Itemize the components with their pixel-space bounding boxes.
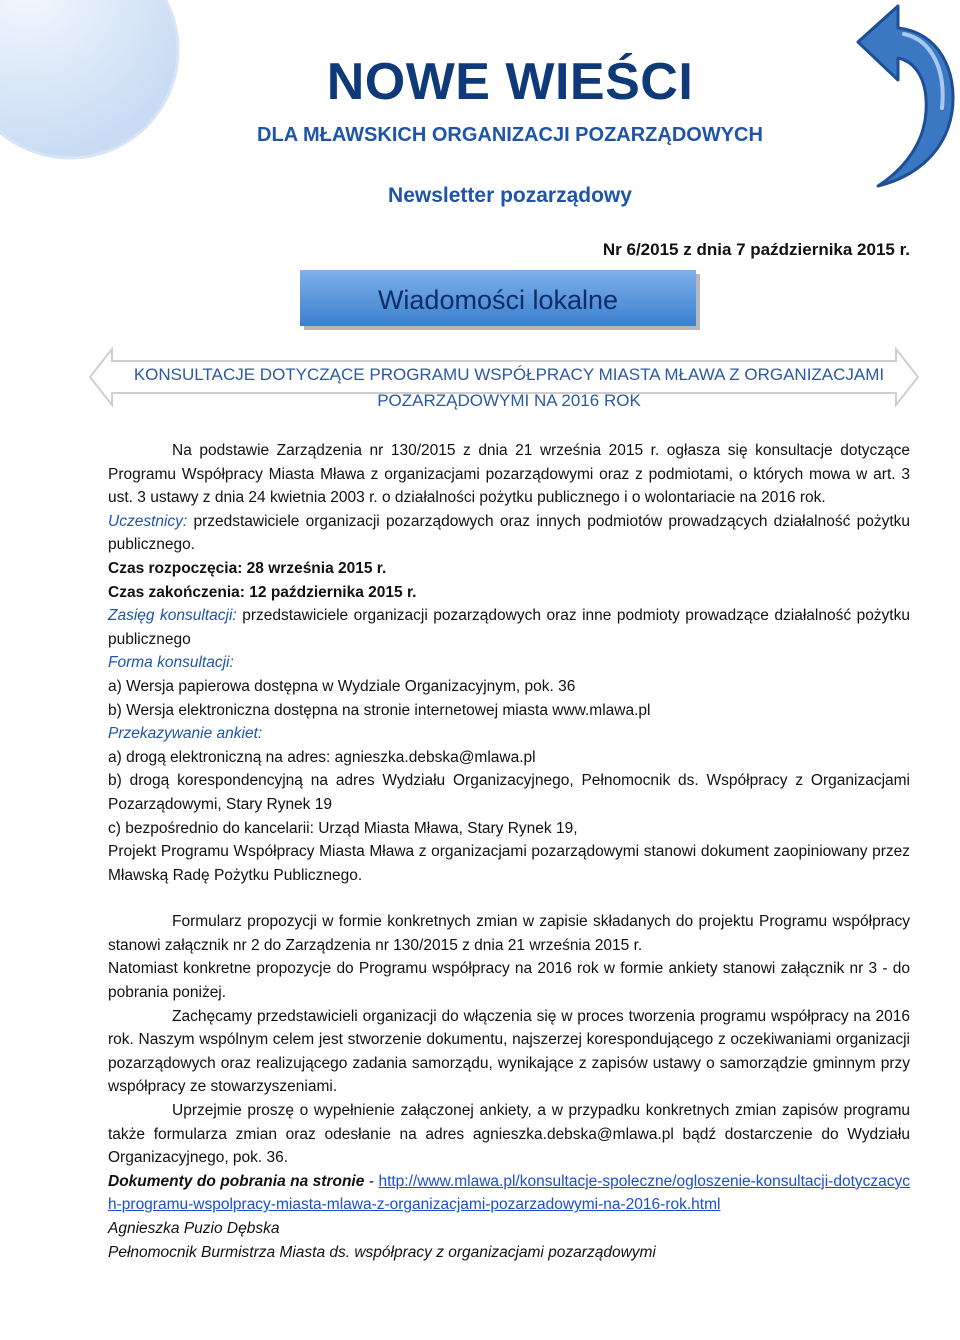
participants-label: Uczestnicy: [108, 512, 188, 530]
signature-name-text: Agnieszka Puzio Dębska [108, 1220, 280, 1237]
survey-paragraph: Natomiast konkretne propozycje do Programu współpracy na 2016 rok w formie ankiety stanowi załącznik nr 3 - do pobrania poniżej. [108, 960, 910, 1002]
form-option-b: b) Wersja elektroniczna dostępna na stronie internetowej miasta www.mlawa.pl [108, 701, 651, 719]
documents-dash: - [364, 1172, 379, 1190]
section-title-line2: POZARZĄDOWYMI NA 2016 ROK [377, 391, 641, 410]
documents-link[interactable]: http://www.mlawa.pl/konsultacje-spoleczne/ogloszenie-konsultacji-dotyczacych-programu-wspolpracy-miasta-mlawa-z-organizacjami-pozarzadowymi-na-2016-rok.html [108, 1172, 911, 1214]
submit-label: Przekazywanie ankiet: [108, 725, 263, 743]
signature-role [108, 1241, 910, 1265]
form-paragraph: Formularz propozycji w formie konkretnych zmian w zapisie składanych do projektu Programu współpracy stanowi załącznik nr 2 do Zarządzenia nr 130/2015 z dnia 21 września 2015 r. [108, 913, 910, 954]
end-date [108, 581, 910, 605]
encourage-paragraph: Zachęcamy przedstawicieli organizacji do włączenia się w proces tworzenia programu współpracy na 2016 rok. Naszym wspólnym celem jest stworzenie dokumentu, najszerzej korespondującego z oczekiwaniami organizacji pozarządowych oraz realizującego zadania samorządu, wynikające z zapisów ustawy o samorządzie gminnym przy współpracy ze stowarzyszeniami. [108, 1007, 910, 1096]
page-title: NOWE WIEŚCI [326, 53, 694, 111]
issue-number: Nr 6/2015 z dnia 7 października 2015 r. [602, 240, 910, 259]
documents-label: Dokumenty do pobrania na stronie [108, 1172, 365, 1190]
submit-option-c: c) bezpośrednio do kancelarii: Urząd Miasta Mława, Stary Rynek 19, [108, 819, 578, 837]
page-subtitle: DLA MŁAWSKICH ORGANIZACJI POZARZĄDOWYCH [257, 124, 763, 146]
section-title-line1: KONSULTACJE DOTYCZĄCE PROGRAMU WSPÓŁPRACY MIASTA MŁAWA Z ORGANIZACJAMI [133, 365, 885, 384]
article-body [108, 439, 910, 1264]
intro-paragraph: Na podstawie Zarządzenia nr 130/2015 z dnia 21 września 2015 r. ogłasza się konsultacje dotyczące Programu Współpracy Miasta Mława z organizacjami pozarządowymi oraz z podmiotami, o których mowa w art. 3 ust. 3 ustawy z dnia 24 kwietnia 2003 r. o działalności pożytku publicznego i o wolontariacie na 2016 rok. [108, 442, 910, 507]
scope-label: Zasięg konsultacji: [108, 607, 237, 625]
start-date-text: Czas rozpoczęcia: 28 września 2015 r. [108, 559, 387, 577]
scope-text: przedstawiciele organizacji pozarządowych oraz inne podmioty prowadzące działalność pożytku publicznego [108, 607, 910, 648]
signature-role-text: Pełnomocnik Burmistrza Miasta ds. współpracy z organizacjami pozarządowymi [108, 1243, 656, 1261]
banner-label: Wiadomości lokalne [377, 285, 619, 315]
signature-name [108, 1217, 910, 1241]
project-paragraph: Projekt Programu Współpracy Miasta Mława z organizacjami pozarządowymi stanowi dokument zaopiniowany przez Mławską Radę Pożytku Publicznego. [108, 843, 910, 884]
section-title [104, 362, 914, 414]
participants-text: przedstawiciele organizacji pozarządowych oraz innych podmiotów prowadzących działalność pożytku publicznego. [108, 512, 910, 554]
scope-paragraph [108, 604, 910, 651]
form-label: Forma konsultacji: [108, 654, 234, 672]
end-date-text: Czas zakończenia: 12 października 2015 r. [108, 583, 417, 601]
submit-option-a: a) drogą elektroniczną na adres: agnieszka.debska@mlawa.pl [108, 748, 536, 766]
participants-paragraph [108, 510, 910, 557]
form-option-a: a) Wersja papierowa dostępna w Wydziale Organizacyjnym, pok. 36 [108, 677, 576, 695]
documents-paragraph [108, 1170, 910, 1217]
request-paragraph: Uprzejmie proszę o wypełnienie załączonej ankiety, a w przypadku konkretnych zmian zapisów programu także formularza zmian oraz odesłanie na adres agnieszka.debska@mlawa.pl bądź dostarczenie do Wydziału Organizacyjnego, pok. 36. [108, 1102, 910, 1167]
submit-option-b: b) drogą korespondencyjną na adres Wydziału Organizacyjnego, Pełnomocnik ds. Współpracy z Organizacjami Pozarządowymi, Stary Rynek 19 [108, 772, 910, 813]
newsletter-label: Newsletter pozarządowy [388, 184, 632, 207]
start-date [108, 557, 910, 581]
